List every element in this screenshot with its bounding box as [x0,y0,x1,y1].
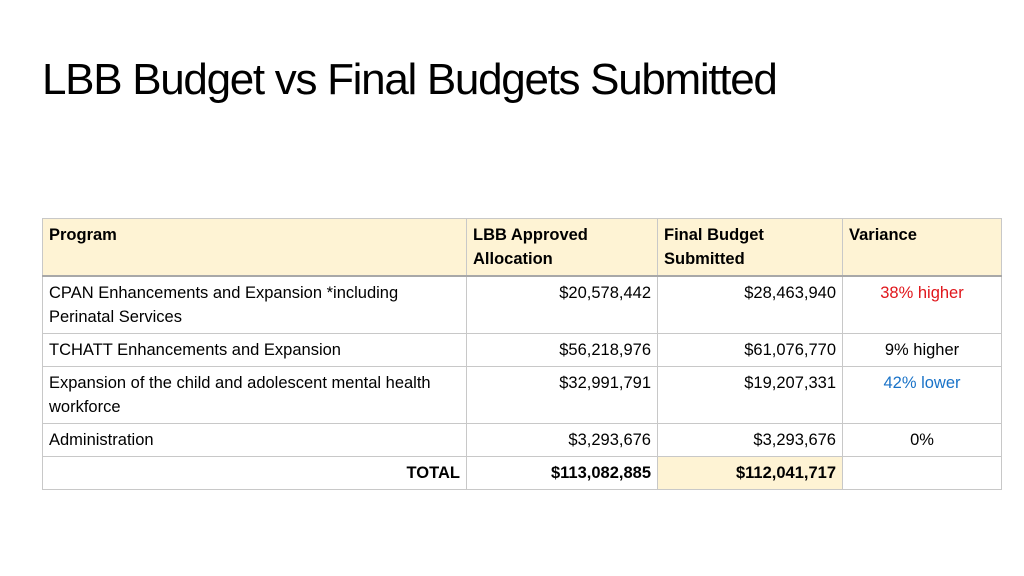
lbb-cell: $3,293,676 [467,424,658,457]
total-final: $112,041,717 [658,457,843,490]
variance-cell: 0% [843,424,1002,457]
variance-cell: 42% lower [843,367,1002,424]
page-title: LBB Budget vs Final Budgets Submitted [42,55,777,104]
total-lbb: $113,082,885 [467,457,658,490]
final-cell: $3,293,676 [658,424,843,457]
header-final-budget-submitted: Final Budget Submitted [658,219,843,277]
program-cell: TCHATT Enhancements and Expansion [43,334,467,367]
program-cell: Administration [43,424,467,457]
header-variance: Variance [843,219,1002,277]
variance-cell: 38% higher [843,276,1002,334]
final-cell: $61,076,770 [658,334,843,367]
lbb-cell: $32,991,791 [467,367,658,424]
variance-cell: 9% higher [843,334,1002,367]
lbb-cell: $20,578,442 [467,276,658,334]
total-variance-empty [843,457,1002,490]
header-lbb-approved-allocation: LBB Approved Allocation [467,219,658,277]
total-row [43,457,1002,490]
final-cell: $19,207,331 [658,367,843,424]
final-cell: $28,463,940 [658,276,843,334]
total-label: TOTAL [43,457,467,490]
table-row [43,334,1002,367]
program-cell: CPAN Enhancements and Expansion *including Perinatal Services [43,276,467,334]
table-row [43,367,1002,424]
budget-table [42,218,1002,490]
program-cell: Expansion of the child and adolescent mental health workforce [43,367,467,424]
table-header-row [43,219,1002,277]
header-program: Program [43,219,467,277]
table-row [43,276,1002,334]
lbb-cell: $56,218,976 [467,334,658,367]
table-row [43,424,1002,457]
